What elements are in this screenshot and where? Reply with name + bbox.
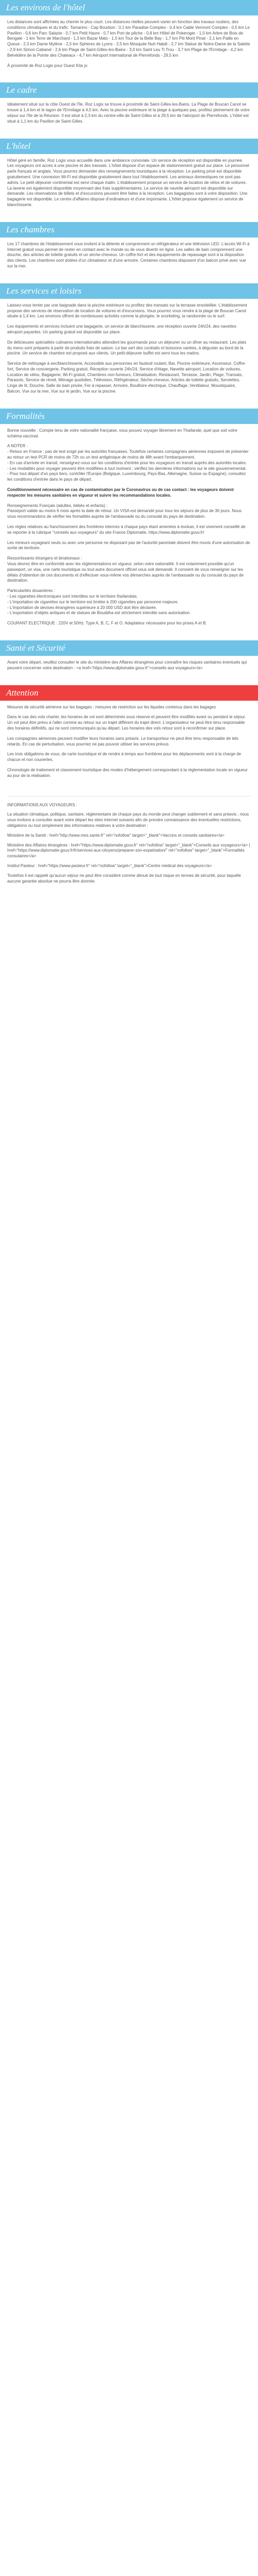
section-sante bbox=[0, 640, 258, 685]
section-title: Les services et loisirs bbox=[0, 283, 258, 299]
paragraph: Renseignements Français (adultes, bébés et enfants) : Passeport valide au moins 6 mois après la date de retour. Un VISA est demandé pour tous les séjours de plus de 30 jours. Nous vous recommandons de vérifier les formalités auprès de l'ambassade ou du consulat du pays de destination. bbox=[7, 503, 242, 519]
section-attention bbox=[0, 685, 258, 793]
paragraph: À proximité de Roz Logis pour Ouest Kita jo bbox=[7, 63, 88, 68]
section-formalites bbox=[0, 409, 258, 640]
section-title: Attention bbox=[0, 685, 258, 701]
page bbox=[0, 0, 258, 897]
section-title: Santé et Sécurité bbox=[0, 640, 258, 656]
paragraph: Les distances sont affichées au chemin le plus court. Les distances réelles peuvent varier en fonction des travaux routiers, des conditions climatiques et du trafic. Tamarino - Cap Bourbon : 0,1 km Paradise Complex - 0,4 km Cable Vermont Complex - 0,5 km Le Pavillon - 0,6 km Parc Salazie - 0,7 km Petit Havre - 0,7 km Port de pêche - 0,8 km Hôtel de Pokeroger - 1,0 km Arbre de Bois de Bengale - 1 km Terre de Marchard - 1,3 km Bazar Malo - 1,5 km Tour de la Belle Bay - 1,7 km Piti Mont Pinat - 2,1 km Paille en Queue - 2,3 km Dame Mylène - 2,5 km Sphères de Lyons - 2,5 km Mosquée Nuh Habdi - 2,7 km Statue de Notre-Dame de la Salette - 2,9 km Simon Cabanel - 2,6 km Plage de Saint-Gilles-les-Bains - 3,0 km Saint Leu Ti Trou - 3,7 km Plage de l'Ermitage - 4,2 km Belvédère de la Pointe des Chateaux - 4,7 km Aéroport international de Pierrefonds - 29,5 km bbox=[7, 20, 250, 58]
link-paragraph[interactable]: Ministère de la Santé : href="http://www.mes.sante.fr" rel="nofollow" target="_blank">Vaccins et conseils sanitaires</a> bbox=[7, 833, 225, 838]
section-chambres bbox=[0, 222, 258, 283]
paragraph: Les trois obligations de vous, de carte touristique et de rendre à temps aux frontières pour les déplacements sont à la charge de chacun et non couvertes. bbox=[7, 752, 241, 762]
paragraph: Particularités douanières : - Les cigarettes électroniques sont interdites sur le territoire thaïlandais. - L'importation de cigarettes sur le territoire est limitée à 200 cigarettes par personne majeure. - L'importation de devises étrangères supérieure à 20 000 USD doit être déclarée. - L'exportation d'objets antiques et de statues de Bouddha est strictement interdite sans autorisation. bbox=[7, 588, 191, 616]
paragraph: Laissez-vous tenter par une baignade dans la piscine extérieure ou profitez des transats sur la terrasse ensoleillée. L'établissement propose des services de réservation de location de voitures et d'excursions. Vous pourrez vous rendre à la plage de Boucan Canot située à 1,4 km. Les environs offrent de nombreuses activités comme la plongée, le snorkeling, la randonnée ou le surf. bbox=[7, 302, 247, 319]
paragraph: Idéalement situé sur la côte Ouest de l'île, Roz Logis se trouve à proximité de Saint-Gilles-les-Bains. La Plage de Boucan Canot se trouve à 1,4 km et le lagon de l'Ermitage à 4,5 km. Avec la piscine extérieure et la plage à quelques pas, profitez pleinement de votre séjour sur l'île de la Réunion. Il est situé à 2,3 km du centre-ville de Saint-Gilles et à 29,5 km de l'aéroport de Pierrefonds. L'hôtel est situé à 1,1 km du Pavillon de Saint-Gilles. bbox=[7, 102, 250, 124]
section-hotel bbox=[0, 139, 258, 222]
section-cadre bbox=[0, 82, 258, 138]
section-title: Les chambres bbox=[0, 222, 258, 238]
travel-info-heading: INFORMATIONS AUX VOYAGEURS : bbox=[7, 802, 77, 807]
travel-info bbox=[0, 803, 258, 898]
section-title: L'hôtel bbox=[0, 139, 258, 154]
paragraph: COURANT ELECTRIQUE : 220V et 50Hz. Type A, B, C, F et O. Adaptateur nécessaire pour les prises A et B. bbox=[7, 621, 207, 626]
paragraph: Les équipements et services incluent une bagagerie, un service de blanchisserie, une réception ouverte 24h/24, des navettes aéroport payantes. Un parking gratuit est disponible sur place. bbox=[7, 324, 236, 334]
paragraph: Les 17 chambres de l'établissement vous invitent à la détente et comprennent un réfrigérateur et une télévision LED. L'accès Wi-Fi à Internet gratuit vous permet de rester en contact avec le monde ou de vous divertir en ligne. Les salles de bain comprennent une douche, des articles de toilette gratuits et un sèche-cheveux. Un coffre-fort et des équipements de repassage sont à la disposition des clients. Les chambres sont dotées d'un climatiseur et d'une armoire. Certaines chambres disposent d'un balcon privé avec vue sur la mer. bbox=[7, 241, 250, 268]
paragraph: Mesures de sécurité aérienne sur les bagages : mesures de restriction sur les liquides contenus dans les bagages bbox=[7, 704, 216, 709]
paragraph: Les compagnies aériennes peuvent modifier leurs horaires sans préavis. Le transporteur ne peut être tenu responsable de tels retards. En cas de perturbation, vous pourriez ne pas pouvoir utiliser les services prévus. bbox=[7, 736, 238, 747]
paragraph: Les mineurs voyageant seuls ou avec une personne ne disposant pas de l'autorité parentale doivent être munis d'une autorisation de sortie de territoire. bbox=[7, 540, 250, 551]
paragraph: Ressortissants étrangers et binationaux : Vous devrez être en conformité avec les réglementations en vigueur, selon votre nationalité. Il est notamment possible qu'un passeport, un visa, une carte touristique ou tout autre document officiel vous soit demandé. Il convient de vous renseigner sur les délais d'obtention de ces documents et d'effectuer vous-même vos démarches auprès de l'ambassade ou du consulat du pays de destination. bbox=[7, 556, 244, 583]
section-title: Le cadre bbox=[0, 82, 258, 98]
link-paragraph[interactable]: Ministère des Affaires étrangères : href="https://www.diplomatie.gouv.fr" rel="nofollow" target="_blank">Conseils aux voyageurs</a> | href="https://www.diplomatie.gouv.fr/fr/services-aux-citoyens/preparer-son-expatriation/" rel="nofollow" target="_blank">Formalités consulaires</a> bbox=[7, 842, 250, 859]
section-title: Formalités bbox=[0, 409, 258, 424]
paragraph: Avant votre départ, veuillez consulter le site du ministère des Affaires étrangères pour connaître les risques sanitaires éventuels qui peuvent concerner votre destination : <a href="https://www.diplomatie.gouv.fr">conseils aux voyageurs</a> bbox=[7, 659, 247, 670]
paragraph: La situation climatique, politique, sanitaire, réglementaire de chaque pays du monde peut changer subitement et sans préavis ; nous vous invitons à consulter avant votre départ les sites internet suivants afin de prendre connaissance des éventuelles restrictions, obligations ou tout simplement des informations relatives à votre destination : bbox=[7, 812, 249, 828]
link-paragraph[interactable]: Institut Pasteur : href="https://www.pasteur.fr" rel="nofollow" target="_blank">Centre médical des voyageurs</a> bbox=[7, 863, 212, 868]
section-loisirs bbox=[0, 283, 258, 409]
paragraph: Dans le cas des vols charter, les horaires de vol sont déterminés sous réserve et peuvent être modifiés avant ou pendant le séjour. Un vol peut être prévu à l'aller comme au retour sur un trajet différent du trajet direct. L'organisateur ne peut être tenu responsable des horaires définitifs, qui ne sont communiqués qu'au départ. Les horaires des vols retour sont à reconfirmer sur place. bbox=[7, 715, 246, 731]
paragraph: Les règles relatives au franchissement des frontières internes à chaque pays étant amenées à évoluer, il est vivement conseillé de se reporter à la rubrique "conseils aux voyageurs" du site France Diplomatie, https://www.diplomatie.gouv.fr/ bbox=[7, 524, 246, 535]
paragraph: A NOTER : - Retour en France : pas de test exigé par les autorités françaises. Toutefois certaines compagnies aériennes imposent de présenter au retour un test PCR de moins de 72h ou un test antigénique de moins de 48h avant l'embarquement. - En cas d'arrivée en transit, renseignez-vous sur les conditions d'entrée pour les voyageurs en transit auprès des autorités locales. - Les modalités pour voyager peuvent être modifiées à tout moment ; vérifiez les dernières informations sur le site gouvernemental. - Pour tout départ d'un pays tiers, contrôler l'Europe (Belgique, Luxembourg, Pays-Bas, Allemagne, Suisse ou Espagne), consultez les conditions d'entrée dans le pays de départ. bbox=[7, 444, 249, 482]
paragraph: Bonne nouvelle : Compte tenu de votre nationalité française, vous pouvez voyager librement en Thaïlande, quel que soit votre schéma vaccinal. bbox=[7, 428, 237, 438]
section-environs bbox=[0, 0, 258, 82]
section-title: Les environs de l'hôtel bbox=[0, 0, 258, 15]
paragraph: Service de nettoyage à sec/blanchisserie, Accessible aux personnes en fauteuil roulant, Bar, Piscine extérieure, Ascenseur, Coffre-fort, Service de conciergerie, Parking gratuit, Réception ouverte 24h/24, Service d'étage, Navette aéroport, Location de voitures, Location de vélos, Bagagerie, Wi-Fi gratuit, Chambres non-fumeurs, Climatisation, Restaurant, Terrasse, Jardin, Plage, Transats, Parasols, Service de réveil, Ménage quotidien, Télévision, Réfrigérateur, Sèche-cheveux, Articles de toilette gratuits, Serviettes, Linge de lit, Douche, Salle de bain privée, Fer à repasser, Armoire, Bouilloire électrique, Chauffage, Ventilateur, Moustiquaire, Balcon, Vue sur la mer, Vue sur le jardin, Vue sur la piscine. bbox=[7, 361, 246, 394]
paragraph: De délicieuses spécialités culinaires internationales attendent les gourmands pour un déjeuner ou un dîner au restaurant. Les plats du menu sont préparés à partir de produits frais de saison. Le bar sert des cocktails et boissons variées, à déguster au bord de la piscine. Un service de chambre est proposé aux clients. Un petit-déjeuner buffet est servi tous les matins. bbox=[7, 340, 247, 356]
paragraph: Chronologie de traitement et classement touristique des modes d'hébergement correspondant à la réglementation locale en vigueur au jour de la réalisation. bbox=[7, 767, 248, 778]
paragraph: Conditionnement nécessaire en cas de contamination par le Coronavirus ou de cas contact : les voyageurs doivent respecter les mesures sanitaires en vigueur et suivre les recommandations locales. bbox=[7, 487, 234, 498]
paragraph: Hôtel géré en famille, Roz Logis vous accueille dans une ambiance conviviale. Un service de réception est disponible en journée. Les voyageurs ont accès à une piscine et des transats. L'hôtel dispose d'un espace de stationnement gratuit sur place. Le personnel parle français et anglais. Vous pourrez demander des renseignements touristiques à la réception. Le parking privé est disponible gratuitement. Une connexion Wi-Fi est disponible gratuitement dans tout l'établissement. Les animaux domestiques ne sont pas admis. Le petit-déjeuner continental est servi chaque matin. L'établissement propose un service de location de vélos et de voitures. La laverie est également disponible moyennant des frais supplémentaires. Le service de navette aéroport est disponible sur demande. Les réservations de billets et d'excursions peuvent être faites à la réception. Les bagagistes sont à votre disposition. Une bagagerie est disponible. Le centre d'affaires dispose d'ordinateurs et d'une imprimante. L'hôtel propose également un service de blanchisserie. bbox=[7, 158, 249, 207]
paragraph: Toutefois il est rappelé qu'aucun séjour ne peut être considéré comme dénué de tout risque en termes de sécurité, pour laquelle aucune garantie absolue ne pourra être donnée. bbox=[7, 873, 241, 884]
